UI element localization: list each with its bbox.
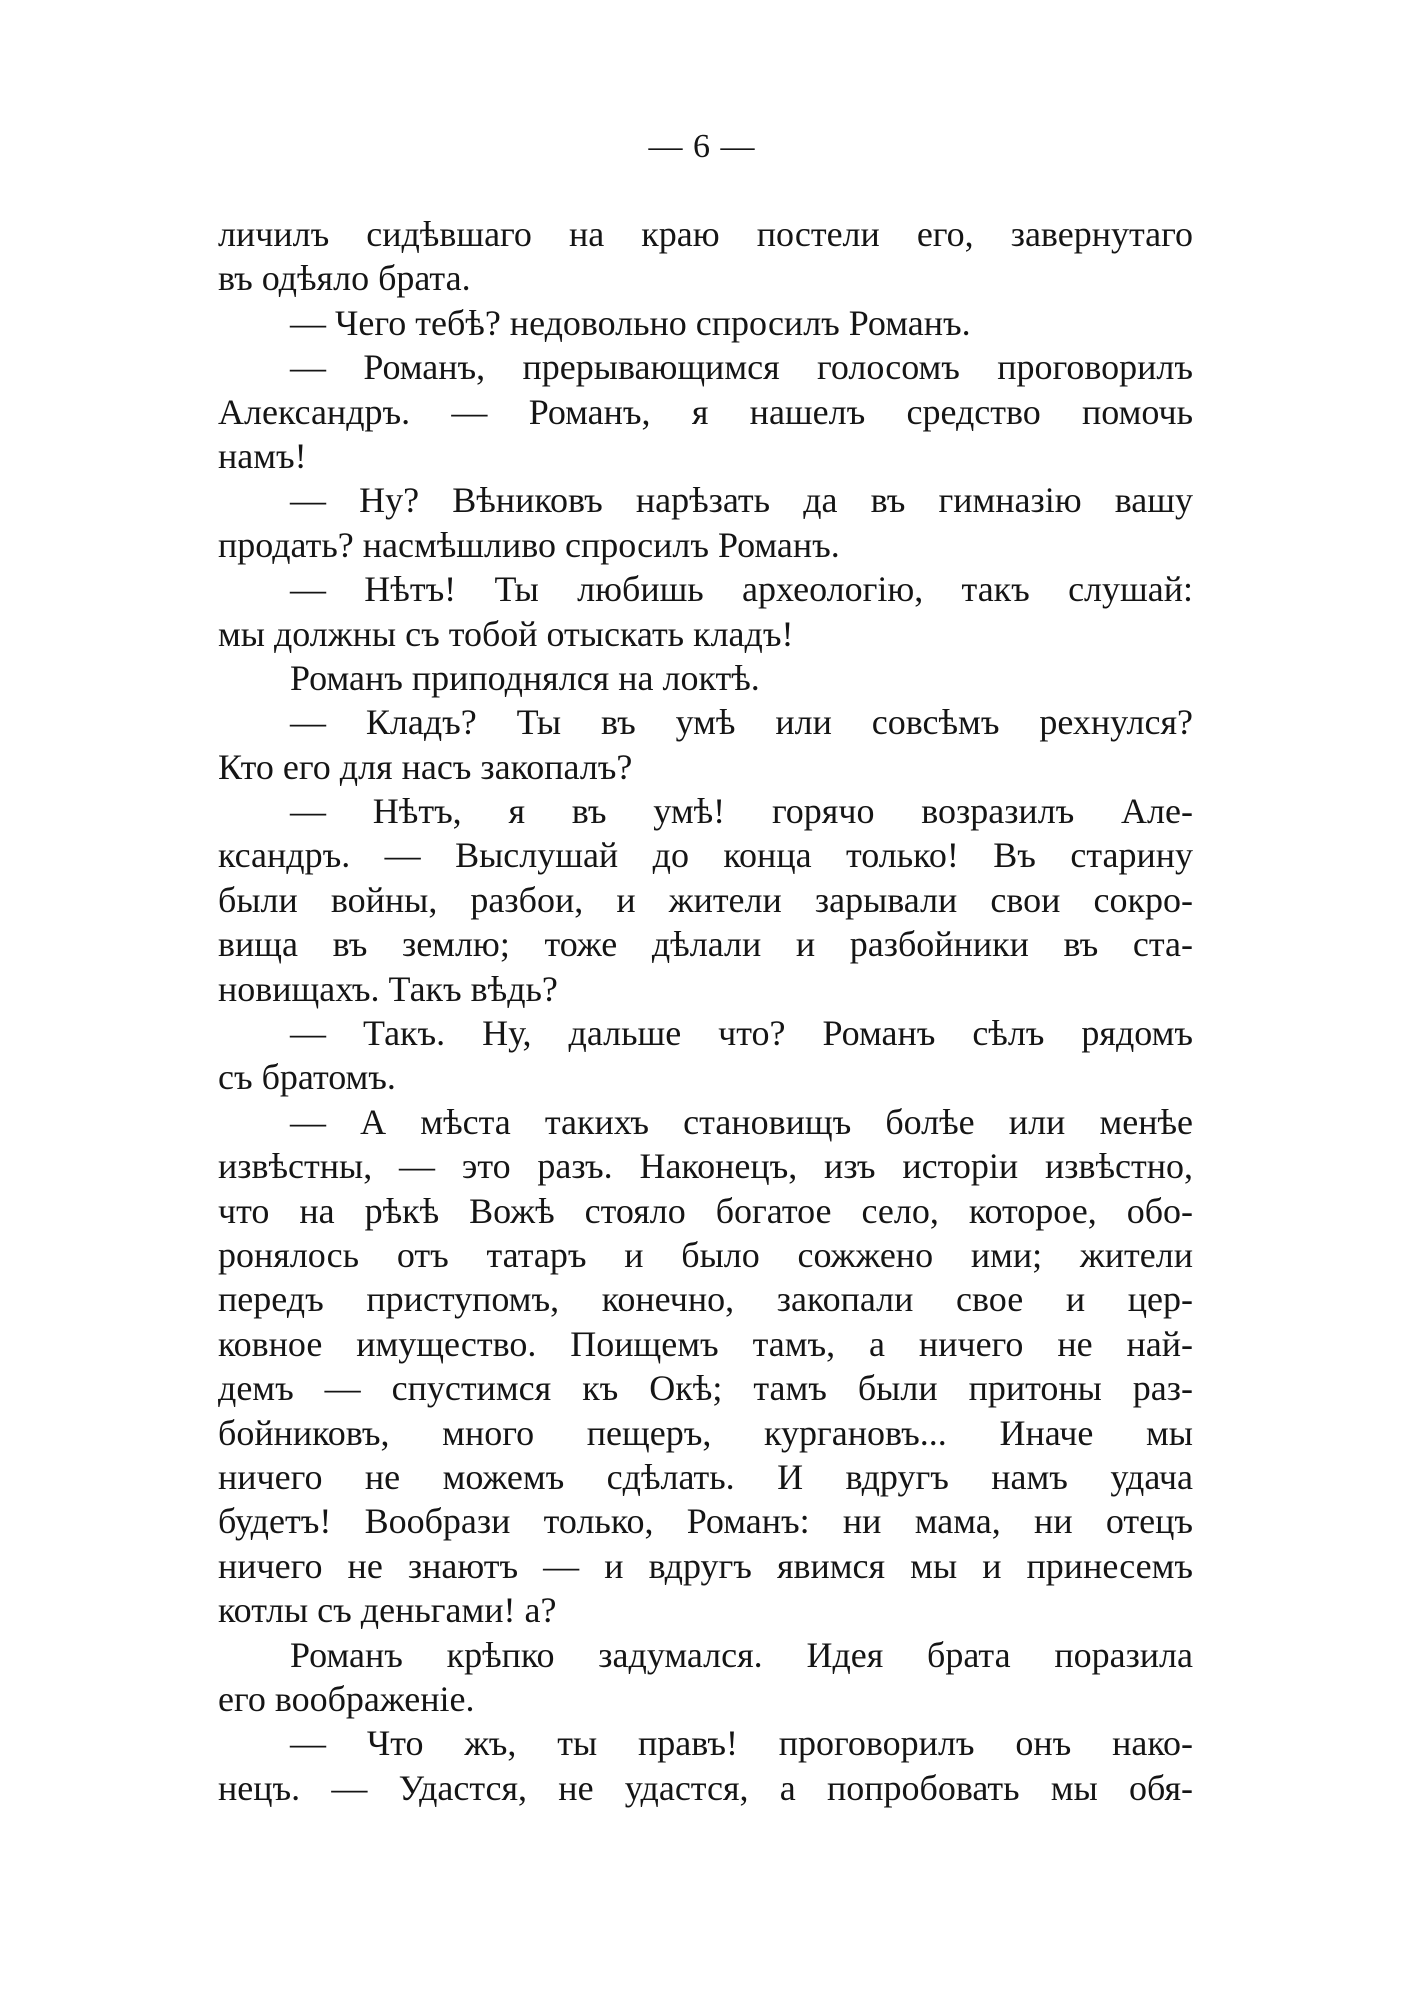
body-text [218, 212, 1193, 1810]
text-line: мы должны съ тобой отыскать кладъ! [218, 613, 794, 654]
text-line: ковное имущество. Поищемъ тамъ, а ничего не най- [218, 1323, 1193, 1364]
text-line: — Чего тебѣ? недовольно спросилъ Романъ. [290, 302, 971, 343]
text-line: личилъ сидѣвшаго на краю постели его, завернутаго [218, 214, 1193, 254]
text-line: ронялось отъ татаръ и было сожжено ими; жители [218, 1234, 1193, 1275]
text-line: извѣстны, — это разъ. Наконецъ, изъ исторіи извѣстно, [218, 1146, 1193, 1187]
text-line: — Нѣтъ, я въ умѣ! горячо возразилъ Але- [290, 791, 1193, 832]
text-line: что на рѣкѣ Вожѣ стояло богатое село, которое, обо- [218, 1190, 1193, 1231]
text-line: Кто его для насъ закопалъ? [218, 746, 633, 787]
text-line: съ братомъ. [218, 1057, 396, 1098]
text-line: ксандръ. — Выслушай до конца только! Въ старину [218, 835, 1193, 876]
text-line: Романъ приподнялся на локтѣ. [290, 657, 760, 698]
text-line: были войны, разбои, и жители зарывали свои сокро- [218, 879, 1193, 920]
text-line: намъ! [218, 435, 307, 476]
text-line: Александръ. — Романъ, я нашелъ средство помочь [218, 391, 1193, 432]
text-line: будетъ! Вообрази только, Романъ: ни мама, ни отецъ [218, 1501, 1193, 1542]
text-line: — Такъ. Ну, дальше что? Романъ сѣлъ рядомъ [290, 1013, 1193, 1054]
text-line: бойниковъ, много пещеръ, кургановъ... Иначе мы [218, 1412, 1193, 1453]
text-line: — Кладъ? Ты въ умѣ или совсѣмъ рехнулся? [290, 702, 1193, 743]
text-line: — Что жъ, ты правъ! проговорилъ онъ нако- [290, 1723, 1193, 1764]
text-line: вища въ землю; тоже дѣлали и разбойники въ ста- [218, 924, 1193, 965]
text-line: новищахъ. Такъ вѣдь? [218, 968, 558, 1009]
text-line: Романъ крѣпко задумался. Идея брата поразила [290, 1634, 1193, 1675]
text-line: продать? насмѣшливо спросилъ Романъ. [218, 524, 840, 565]
text-line: ничего не можемъ сдѣлать. И вдругъ намъ удача [218, 1456, 1193, 1497]
text-line: его воображеніе. [218, 1678, 475, 1719]
text-line: въ одѣяло брата. [218, 258, 471, 299]
text-line: — Нѣтъ! Ты любишь археологію, такъ слушай: [290, 569, 1193, 610]
page-number: — 6 — [648, 128, 756, 165]
text-line: нецъ. — Удастся, не удастся, а попробовать мы обя- [218, 1767, 1193, 1808]
text-line: — Романъ, прерывающимся голосомъ проговорилъ [290, 347, 1193, 388]
text-line: ничего не знаютъ — и вдругъ явимся мы и принесемъ [218, 1545, 1193, 1586]
text-line: котлы съ деньгами! а? [218, 1590, 557, 1631]
text-line: демъ — спустимся къ Окѣ; тамъ были притоны раз- [218, 1368, 1193, 1409]
text-line: передъ приступомъ, конечно, закопали свое и цер- [218, 1279, 1193, 1320]
text-line: — А мѣста такихъ становищъ болѣе или менѣе [290, 1101, 1193, 1142]
text-line: — Ну? Вѣниковъ нарѣзать да въ гимназію вашу [290, 480, 1193, 521]
